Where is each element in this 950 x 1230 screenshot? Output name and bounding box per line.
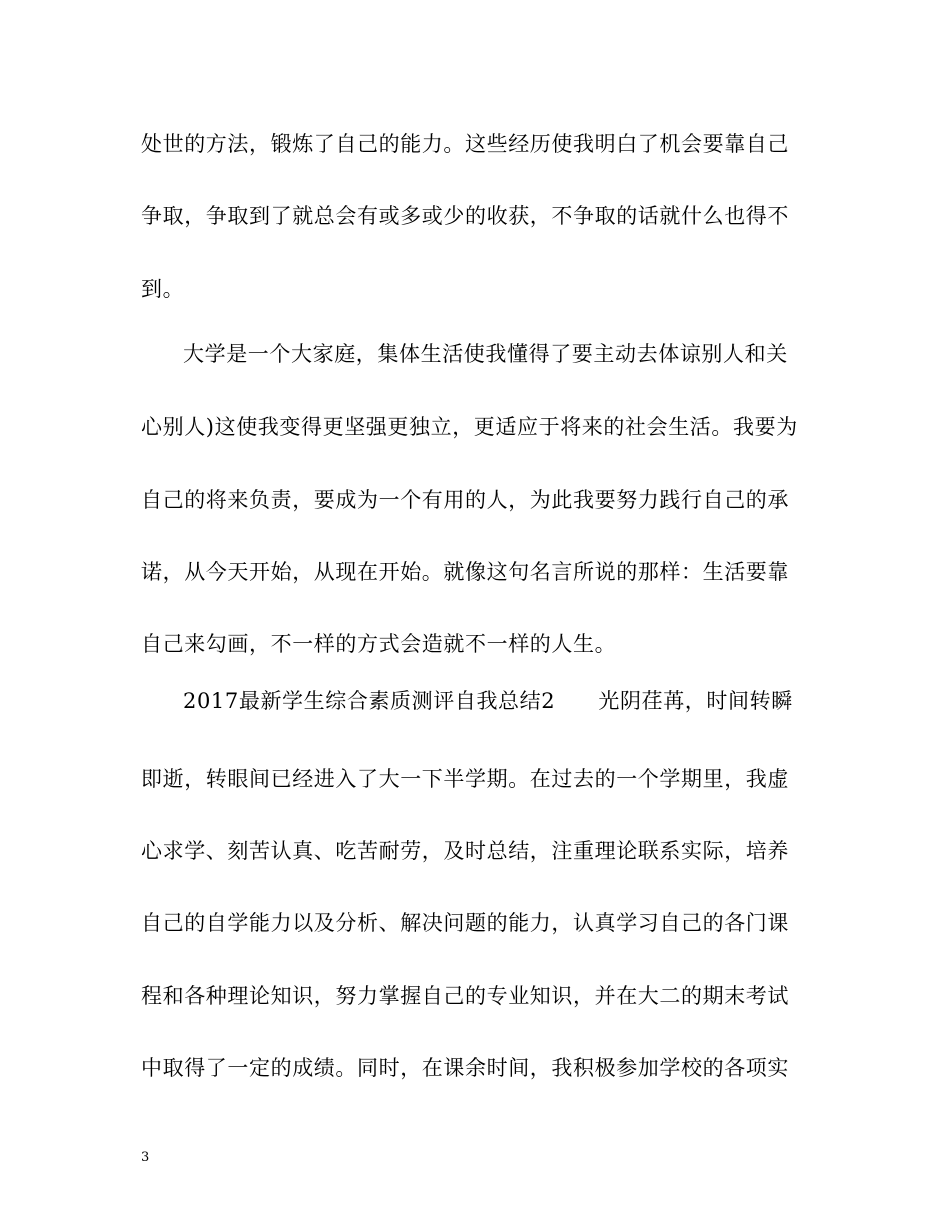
text-line-12: 自己的自学能力以及分析、解决问题的能力，认真学习自己的各门课 (141, 911, 789, 935)
text-line-8: 自己来勾画，不一样的方式会造就不一样的人生。 (141, 632, 617, 656)
text-line-4: 大学是一个大家庭，集体生活使我懂得了要主动去体谅别人和关 (183, 342, 788, 366)
text-line-2: 争取，争取到了就总会有或多或少的收获，不争取的话就什么也得不 (141, 204, 789, 228)
text-line-10: 即逝，转眼间已经进入了大一下半学期。在过去的一个学期里，我虚 (141, 767, 789, 791)
page-number: 3 (141, 1150, 150, 1165)
text-line-14: 中取得了一定的成绩。同时，在课余时间，我积极参加学校的各项实 (141, 1056, 789, 1080)
text-line-3: 到。 (141, 277, 185, 301)
text-line-6: 自己的将来负责，要成为一个有用的人，为此我要努力践行自己的承 (141, 488, 789, 512)
text-line-5: 心别人)这使我变得更坚强更独立，更适应于将来的社会生活。我要为 (141, 415, 798, 439)
text-line-9: 2017最新学生综合素质测评自我总结2 光阴荏苒，时间转瞬 (183, 689, 793, 713)
text-line-7: 诺，从今天开始，从现在开始。就像这句名言所说的那样：生活要靠 (141, 560, 789, 584)
text-line-11: 心求学、刻苦认真、吃苦耐劳，及时总结，注重理论联系实际，培养 (141, 839, 789, 863)
text-line-13: 程和各种理论知识，努力掌握自己的专业知识，并在大二的期末考试 (141, 984, 789, 1008)
text-line-1: 处世的方法，锻炼了自己的能力。这些经历使我明白了机会要靠自己 (141, 132, 789, 156)
